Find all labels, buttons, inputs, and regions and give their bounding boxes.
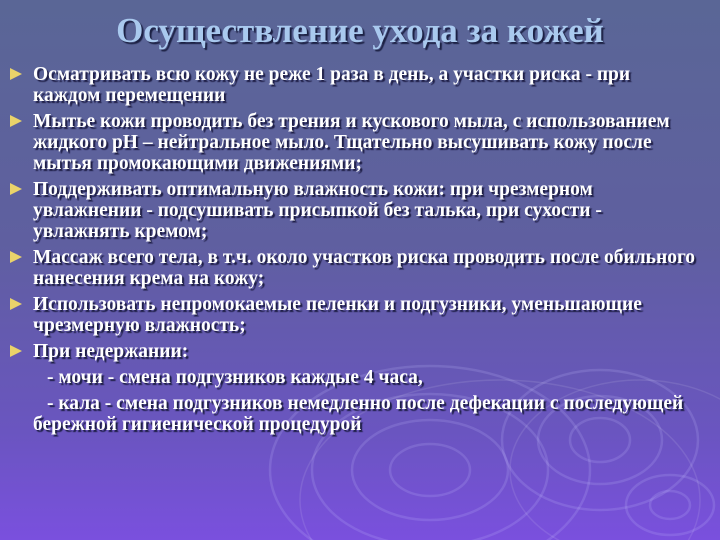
- list-item: [10, 247, 700, 289]
- bullet-text: Использовать непромокаемые пеленки и подгузники, уменьшающие чрезмерную влажность;: [33, 294, 642, 336]
- list-item: [10, 294, 700, 336]
- bullet-text: Осматривать всю кожу не реже 1 раза в день, а участки риска - при каждом перемещении: [33, 64, 631, 106]
- bullet-text: Мытье кожи проводить без трения и кускового мыла, с использованием жидкого рН – нейтральное мыло. Тщательно высушивать кожу после мытья промокающими движениями;: [33, 111, 670, 174]
- sub-list-item: [10, 367, 700, 388]
- right-arrow-bullet-icon: [10, 298, 22, 310]
- right-arrow-bullet-icon: [10, 345, 22, 357]
- right-arrow-bullet-icon: [10, 183, 22, 195]
- slide-title: Осуществление ухода за кожей: [116, 11, 604, 50]
- list-item: [10, 179, 700, 242]
- right-arrow-bullet-icon: [10, 68, 22, 80]
- bullet-list: [10, 64, 700, 440]
- sub-item-text: - мочи - смена подгузников каждые 4 часа,: [47, 367, 423, 388]
- right-arrow-bullet-icon: [10, 115, 22, 127]
- bullet-text: При недержании:: [33, 341, 189, 362]
- sub-item-text: - кала - смена подгузников немедленно после дефекации с последующей бережной гигиенической процедурой: [33, 393, 684, 435]
- sub-list-item: [10, 393, 700, 435]
- bullet-text: Массаж всего тела, в т.ч. около участков риска проводить после обильного нанесения крема на кожу;: [33, 247, 696, 289]
- right-arrow-bullet-icon: [10, 251, 22, 263]
- list-item: [10, 111, 700, 174]
- list-item: [10, 341, 700, 362]
- bullet-text: Поддерживать оптимальную влажность кожи: при чрезмерном увлажнении - подсушивать присыпкой без талька, при сухости - увлажнять кремом;: [33, 179, 602, 242]
- list-item: [10, 64, 700, 106]
